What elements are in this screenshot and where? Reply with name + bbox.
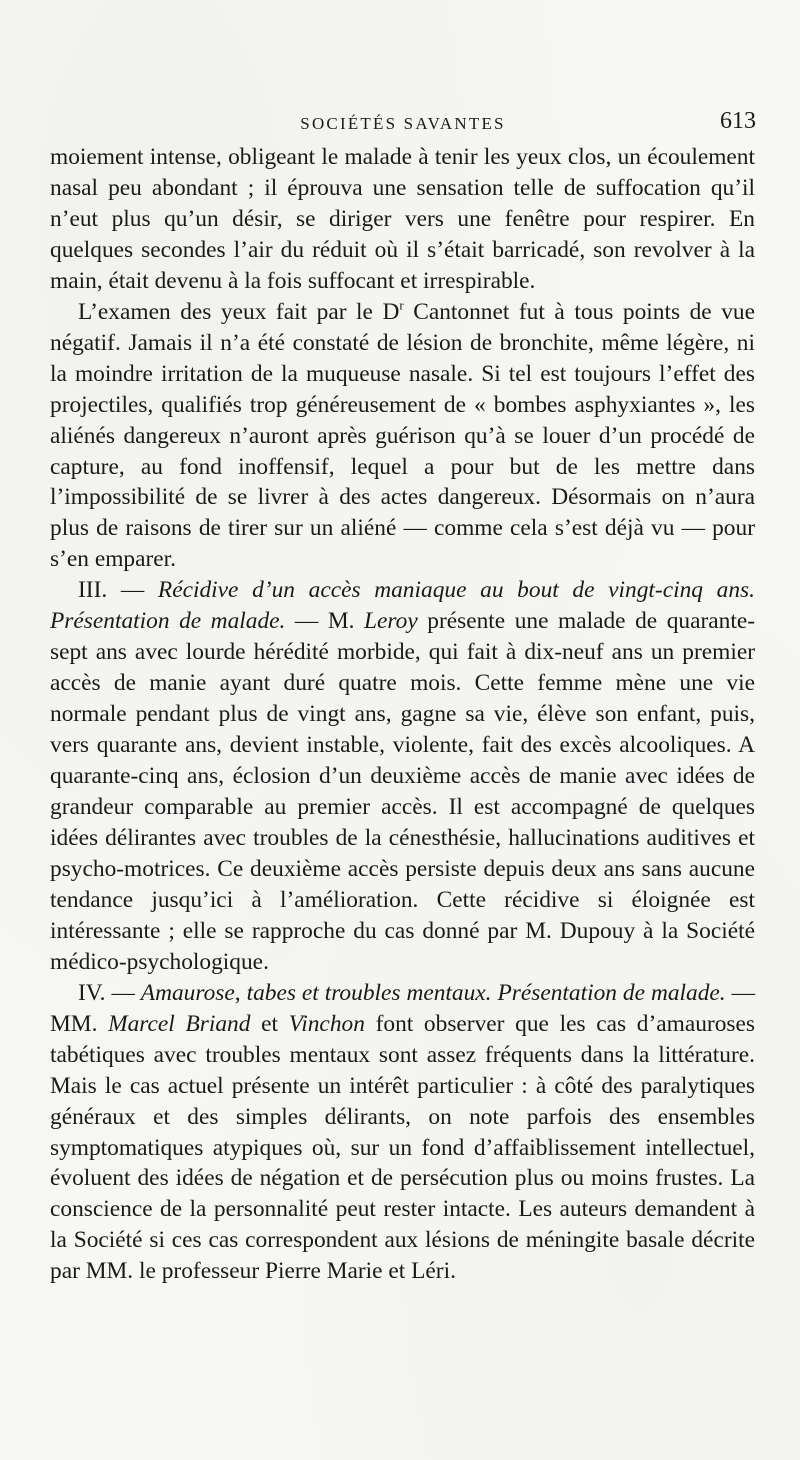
paragraph-examen bbox=[50, 297, 755, 576]
section-iii-title: Récidive d’un accès maniaque au bout de vingt-cinq ans. Présentation de malade. bbox=[50, 577, 755, 635]
section-iv-author-1: Marcel Briand bbox=[108, 1010, 251, 1037]
running-title: SOCIÉTÉS SAVANTES bbox=[300, 114, 506, 133]
section-iv-title-sep: , bbox=[234, 979, 247, 1006]
section-iii-number: III. — bbox=[78, 577, 158, 604]
text-body bbox=[50, 142, 755, 1287]
section-iv-sep: — MM. bbox=[50, 979, 755, 1037]
paragraph-continuation: moiement intense, obligeant le malade à tenir les yeux clos, un écoulement nasal peu abondant ; il éprouva une sensation telle de suffocation qu’il n’eut plus qu’un désir, se diriger vers une fenêtre pour respirer. En quelques secondes l’air du réduit où il s’était barricadé, son revolver à la main, était devenu à la fois suffocant et irrespirable. bbox=[50, 144, 755, 294]
section-iv-title-a: Amaurose bbox=[140, 979, 235, 1006]
section-iv-author-2: Vinchon bbox=[288, 1010, 365, 1037]
running-head bbox=[50, 108, 756, 138]
paragraph-examen-start: L’examen des yeux fait par le D bbox=[78, 298, 400, 325]
page-number: 613 bbox=[720, 108, 756, 134]
section-iv-number: IV. — bbox=[78, 979, 141, 1006]
section-iii-text: présente une malade de quarante-sept ans avec lourde hérédité morbide, qui fait à dix-neuf ans un premier accès de manie ayant duré quatre mois. Cette femme mène une vie normale pendant plus de vingt ans, gagne sa vie, élève son enfant, puis, vers quarante ans, devient instable, violente, fait des excès alcooliques. A quarante-cinq ans, éclosion d’un deuxième accès de manie avec idées de grandeur comparable au premier accès. Il est accompagné de quelques idées délirantes avec troubles de la cénesthésie, hallucinations auditives et psycho-motrices. Ce deuxième accès persiste depuis deux ans sans aucune tendance jusqu’ici à l’amélioration. Cette récidive si éloignée est intéressante ; elle se rapproche du cas donné par M. Dupouy à la Société médico-psychologique. bbox=[50, 608, 756, 975]
section-iv bbox=[50, 978, 755, 1288]
section-iv-title-b: tabes et troubles mentaux. Présentation de malade. bbox=[246, 979, 726, 1006]
doctor-abbrev-superscript: r bbox=[399, 298, 404, 313]
section-iv-and: et bbox=[250, 1010, 289, 1037]
paragraph-examen-rest: Cantonnet fut à tous points de vue négatif. Jamais il n’a été constaté de lésion de bronchite, même légère, ni la moindre irritation de la muqueuse nasale. Si tel est toujours l’effet des projectiles, qualifiés trop généreusement de « bombes asphyxiantes », les aliénés dangereux n’auront après guérison qu’à se louer d’un procédé de capture, au fond inoffensif, lequel a pour but de les mettre dans l’impossibilité de se livrer à des actes dangereux. Désormais on n’aura plus de raisons de tirer sur un aliéné — comme cela s’est déjà vu — pour s’en emparer. bbox=[50, 298, 755, 573]
section-iii-sep: — M. bbox=[285, 608, 365, 635]
section-iii-author: Leroy bbox=[364, 608, 418, 635]
section-iii bbox=[50, 575, 755, 977]
section-iv-text: font observer que les cas d’amauroses tabétiques avec troubles mentaux sont assez fréquents dans la littérature. Mais le cas actuel présente un intérêt particulier : à côté des paralytiques généraux et des simples délirants, on note parfois des ensembles symptomatiques atypiques où, sur un fond d’affaiblissement intellectuel, évoluent des idées de négation et de persécution plus ou moins frustes. La conscience de la personnalité peut rester intacte. Les auteurs demandent à la Société si ces cas correspondent aux lésions de méningite basale décrite par MM. le professeur Pierre Marie et Léri. bbox=[50, 1010, 755, 1285]
